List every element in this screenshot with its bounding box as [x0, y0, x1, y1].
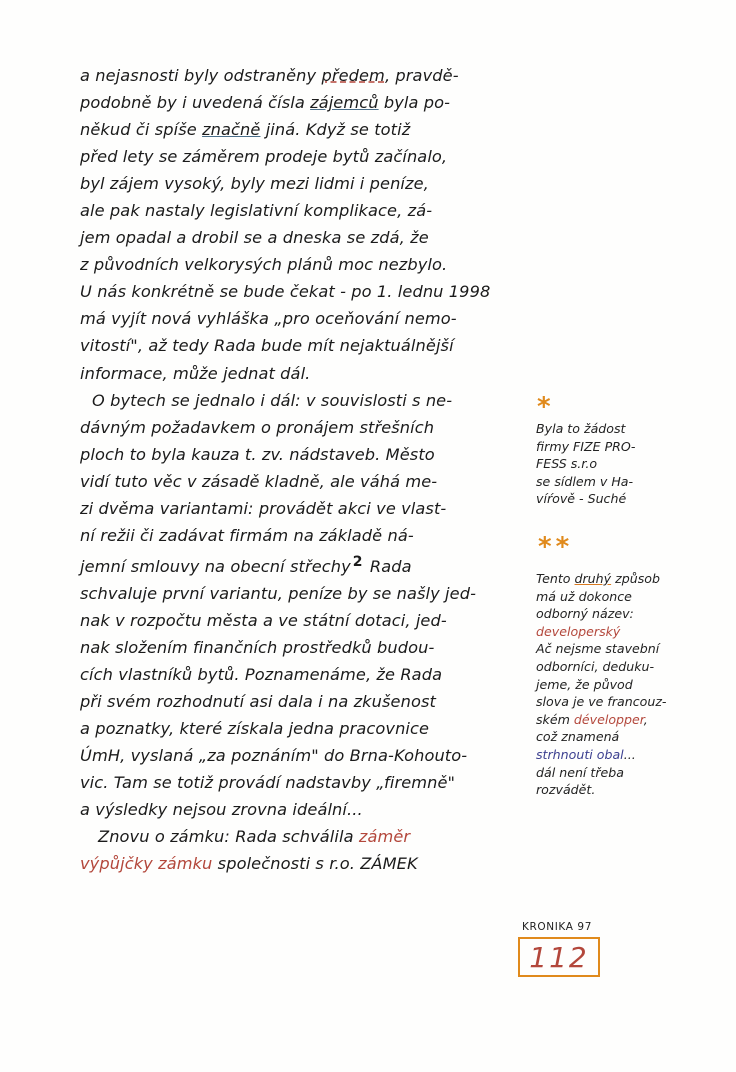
text-segment: ÚmH, vyslaná „za poznáním" do Brna-Kohouto-: [80, 746, 468, 766]
text-segment: značně: [202, 120, 261, 140]
footnote-line: [536, 746, 666, 764]
text-segment: podobně by i uvedená čísla: [80, 93, 311, 113]
footnote-line: [536, 728, 666, 746]
text-segment: záměr: [358, 827, 411, 847]
footnote-line: [536, 676, 666, 694]
text-segment: a nejasnosti byly odstraněny: [80, 66, 322, 85]
text-segment: má vyjít nová vyhláška „pro oceňování nemo-: [80, 309, 457, 329]
text-segment: před lety se záměrem prodeje bytů začínalo,: [80, 147, 448, 167]
text-segment: vitostí", až tedy Rada bude mít nejaktuálnější: [80, 336, 454, 356]
text-line: [80, 332, 520, 359]
text-line: [80, 360, 520, 387]
footnote-segment: ,: [643, 711, 648, 727]
text-segment: dávným požadavkem o pronájem střešních: [80, 417, 435, 437]
footnote-segment: slova je ve francouz-: [536, 694, 667, 710]
text-segment: byla po-: [378, 93, 451, 113]
footnote-line: [536, 570, 666, 588]
footnote-segment: developerský: [536, 623, 621, 639]
text-segment: byl zájem vysoký, byly mezi lidmi i peníze,: [80, 174, 429, 194]
footnote-segment: odborný název:: [536, 606, 634, 622]
text-line: [80, 278, 520, 305]
footnote-line: [536, 623, 666, 641]
footnote-line: [536, 588, 666, 606]
text-segment: nak v rozpočtu města a ve státní dotaci, jed-: [80, 610, 447, 630]
footnote-line: FESS s.r.o: [536, 456, 598, 472]
footnote-line: Byla to žádost: [536, 421, 626, 436]
text-line: [80, 607, 520, 634]
text-line: [80, 549, 520, 580]
footnote-line: [536, 658, 666, 676]
footnote-line: víŕově - Suché: [536, 491, 627, 507]
footnote-segment: má už dokonce: [536, 588, 632, 604]
main-text-column: [80, 62, 520, 877]
text-segment: 2: [352, 553, 363, 570]
footnote-segment: ...: [623, 746, 636, 762]
text-segment: společnosti s r.o. ZÁMEK: [212, 854, 418, 874]
text-line: [80, 387, 520, 414]
text-segment: jemní smlouvy na obecní střechy: [80, 556, 351, 576]
footnote-line: [536, 693, 666, 711]
footnote-segment: ském: [536, 711, 574, 727]
footnote-segment: Ač nejsme stavební: [536, 641, 660, 657]
text-line: [80, 742, 520, 769]
text-line: [80, 796, 520, 823]
text-line: [80, 634, 520, 661]
footnote-line: [536, 605, 666, 623]
text-segment: O bytech se jednalo i dál: v souvislosti s ne-: [92, 390, 453, 410]
text-segment: vic. Tam se totiž provádí nadstavby „firemně": [80, 773, 456, 793]
text-segment: a výsledky nejsou zrovna ideální...: [80, 800, 363, 820]
text-segment: při svém rozhodnutí asi dala i na zkušenost: [80, 692, 436, 712]
footnote-line: firmy FIZE PRO-: [536, 438, 636, 454]
text-line: [80, 143, 520, 170]
text-segment: z původních velkorysých plánů moc nezbylo.: [80, 255, 448, 275]
footnote-segment: způsob: [611, 571, 660, 586]
text-segment: , pravdě-: [384, 66, 459, 85]
footnote-segment: rozvádět.: [536, 782, 596, 798]
text-segment: ale pak nastaly legislativní komplikace, zá-: [80, 201, 433, 221]
footnote-1: [536, 420, 635, 508]
text-segment: ploch to byla kauza t. zv. nádstaveb. Město: [80, 444, 435, 464]
text-segment: a poznatky, které získala jedna pracovnice: [80, 719, 430, 739]
text-line: [80, 441, 520, 468]
text-line: [80, 116, 520, 143]
text-segment: nak složením finančních prostředků budou-: [80, 637, 435, 657]
text-line: [80, 580, 520, 607]
footnote-line: [536, 640, 666, 658]
text-segment: zi dvěma variantami: provádět akci ve vlast-: [80, 498, 447, 518]
text-segment: Rada: [364, 556, 412, 576]
text-line: [80, 661, 520, 688]
footnote-segment: jeme, že původ: [536, 676, 633, 692]
footnote-line: se sídlem v Ha-: [536, 473, 634, 489]
text-line: [80, 522, 520, 549]
footnote-2: [536, 570, 666, 799]
text-segment: zájemců: [310, 93, 379, 113]
footnote-segment: druhý: [574, 571, 612, 586]
text-line: [80, 170, 520, 197]
text-segment: U nás konkrétně se bude čekat - po 1. lednu 1998: [80, 282, 491, 302]
chronicle-label: KRONIKA 97: [522, 921, 592, 933]
text-line: [80, 62, 520, 89]
footnote-line: [536, 781, 666, 799]
footnote-asterisk-1: *: [537, 392, 551, 422]
text-line: [80, 823, 520, 850]
text-segment: ní režii či zadávat firmám na základě ná-: [80, 525, 414, 545]
text-line: [80, 769, 520, 796]
footnote-segment: odborníci, deduku-: [536, 658, 655, 674]
text-segment: předem: [321, 66, 385, 85]
footnote-line: [536, 711, 666, 729]
footnote-segment: Tento: [536, 571, 575, 586]
text-line: [80, 850, 520, 877]
page-number: 112: [529, 940, 589, 974]
text-line: [80, 197, 520, 224]
text-segment: informace, může jednat dál.: [80, 363, 311, 383]
footnote-line: [536, 764, 666, 782]
text-line: [80, 414, 520, 441]
text-segment: jiná. Když se totiž: [260, 120, 411, 140]
text-line: [80, 224, 520, 251]
text-segment: jem opadal a drobil se a dneska se zdá, že: [80, 228, 429, 248]
text-segment: někud či spíše: [80, 120, 203, 140]
text-segment: schvaluje první variantu, peníze by se našly jed-: [80, 583, 477, 603]
page-number-box: [518, 937, 600, 977]
footnote-segment: což znamená: [536, 729, 620, 745]
text-line: [80, 89, 520, 116]
footnote-segment: développer: [573, 711, 644, 727]
footnote-asterisk-2: **: [538, 532, 574, 562]
text-segment: cích vlastníků bytů. Poznamenáme, že Rada: [80, 665, 443, 685]
text-line: [80, 251, 520, 278]
text-segment: Znovu o zámku: Rada schválila: [98, 827, 359, 847]
text-line: [80, 468, 520, 495]
text-segment: vidí tuto věc v zásadě kladně, ale váhá me-: [80, 471, 438, 491]
footnote-segment: dál není třeba: [536, 764, 625, 780]
text-segment: výpůjčky zámku: [80, 854, 213, 874]
text-line: [80, 495, 520, 522]
footnote-segment: strhnouti obal: [536, 746, 624, 762]
text-line: [80, 305, 520, 332]
text-line: [80, 688, 520, 715]
text-line: [80, 715, 520, 742]
